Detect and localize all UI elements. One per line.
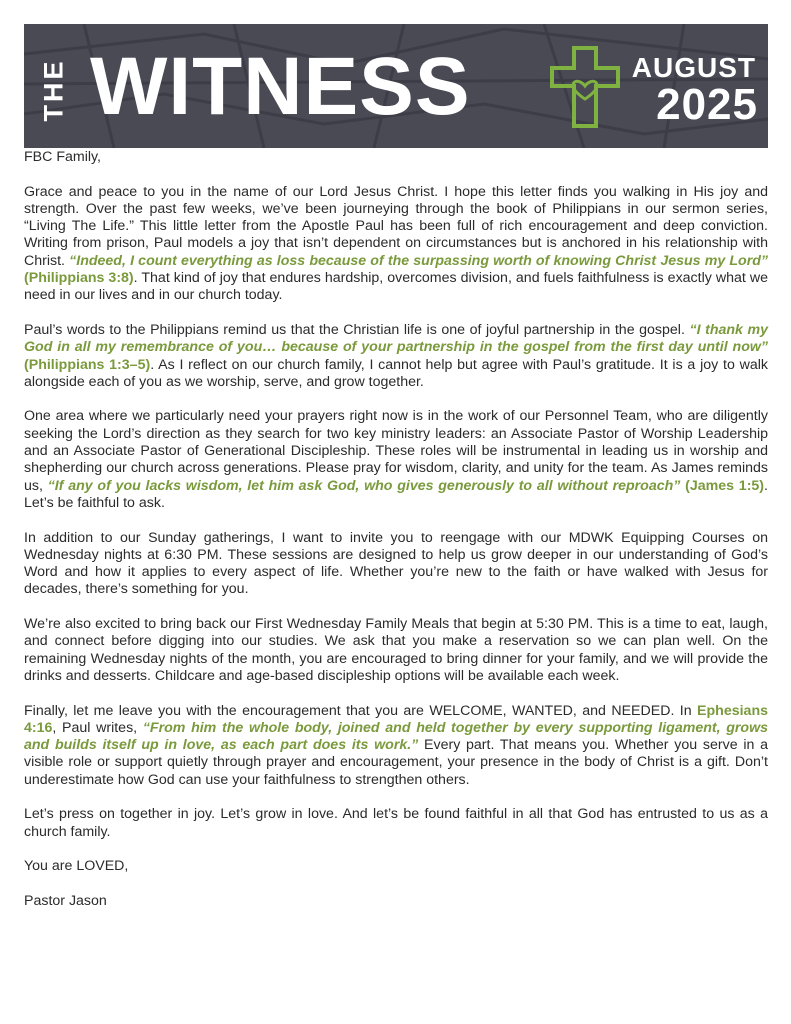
letter-greeting: FBC Family, xyxy=(24,149,101,165)
pastor-letter xyxy=(24,149,768,927)
scripture-reference: (Philippians 3:8) xyxy=(24,270,134,287)
paragraph-text: . As I reflect on our church family, I cannot help but agree with Paul’s gratitude. It is a joy to walk alongside each of you as we worship, serve, and grow together. xyxy=(24,356,768,390)
letter-paragraph-4: In addition to our Sunday gatherings, I want to invite you to reengage with our MDWK Equipping Courses on Wednesday nights at 6:30 PM. These sessions are designed to help us grow deeper in our understanding of God’s Word and how it applies to every aspect of life. Whether you’re new to the faith or have walked with Jesus for decades, there’s something for you. xyxy=(24,529,768,598)
scripture-quote: “If any of you lacks wisdom, let him ask God, who gives generously to all without reproach” xyxy=(47,477,681,494)
paragraph-text: Paul’s words to the Philippians remind us that the Christian life is one of joyful partnership in the gospel. xyxy=(24,321,690,338)
issue-month: AUGUST xyxy=(631,52,756,83)
banner-the-label: THE xyxy=(38,58,69,122)
scripture-reference: Ephesians 4:16 xyxy=(24,702,768,736)
paragraph-text: , Paul writes, xyxy=(52,719,143,736)
letter-paragraph-3 xyxy=(24,408,768,512)
scripture-quote: “Indeed, I count everything as loss because of the surpassing worth of knowing Christ Jesus my Lord” xyxy=(69,252,768,269)
letter-paragraph-5: We’re also excited to bring back our First Wednesday Family Meals that begin at 5:30 PM. This is a time to eat, laugh, and connect before digging into our studies. We ask that you make a reservation so we can plan well. On the remaining Wednesday nights of the month, you are encouraged to bring dinner for your family, and we will provide the drinks and desserts. Childcare and age-based discipleship options will be available each week. xyxy=(24,616,768,684)
paragraph-text: . Let’s be faithful to ask. xyxy=(24,477,768,511)
letter-paragraph-1 xyxy=(24,184,768,305)
paragraph-text: Finally, let me leave you with the encouragement that you are WELCOME, WANTED, and NEEDED. In xyxy=(24,702,698,719)
letter-closing: You are LOVED, xyxy=(24,858,129,875)
scripture-reference: (James 1:5) xyxy=(685,477,765,494)
cross-with-heart-icon xyxy=(550,46,620,128)
letter-paragraph-2 xyxy=(24,322,768,391)
letter-paragraph-7: Let’s press on together in joy. Let’s grow in love. And let’s be found faithful in all that God has entrusted to us as a church family. xyxy=(24,806,768,840)
newsletter-banner xyxy=(24,24,768,148)
letter-signature: Pastor Jason xyxy=(24,892,107,909)
newsletter-title: WITNESS xyxy=(90,41,471,132)
scripture-reference: (Philippians 1:3–5) xyxy=(24,356,151,373)
scripture-quote: “I thank my God in all my remembrance of you… because of your partnership in the gospel from the first day until now” xyxy=(24,321,769,356)
letter-paragraph-6 xyxy=(24,703,768,789)
issue-year: 2025 xyxy=(656,80,758,129)
paragraph-text: One area where we particularly need your prayers right now is in the work of our Personnel Team, who are diligently seeking the Lord’s direction as they search for two key ministry leaders: an Associate Pastor of Worship Leadership and an Associate Pastor of Generational Discipleship. These roles will be instrumental in leading us in worship and shepherding our church across generations. Please pray for wisdom, clarity, and unity for the team. As James reminds us, xyxy=(24,408,768,494)
paragraph-text: Every part. That means you. Whether you serve in a visible role or support quietly through prayer and encouragement, your presence in the body of Christ is a gift. Don’t underestimate how God can use your faithfulness to strengthen others. xyxy=(24,737,768,788)
paragraph-text: Grace and peace to you in the name of our Lord Jesus Christ. I hope this letter finds you walking in His joy and strength. Over the past few weeks, we’ve been journeying through the book of Philippians in our sermon series, “Living The Life.” This little letter from the Apostle Paul has been full of rich encouragement and deep conviction. Writing from prison, Paul models a joy that isn’t dependent on circumstances but is anchored in his relationship with Christ. xyxy=(24,183,768,269)
scripture-quote: “From him the whole body, joined and held together by every supporting ligament, grows and builds itself up in love, as each part does its work.” xyxy=(24,719,769,754)
paragraph-text: . That kind of joy that endures hardship, overcomes division, and fuels faithfulness is exactly what we need in our lives and in our church today. xyxy=(24,270,768,304)
